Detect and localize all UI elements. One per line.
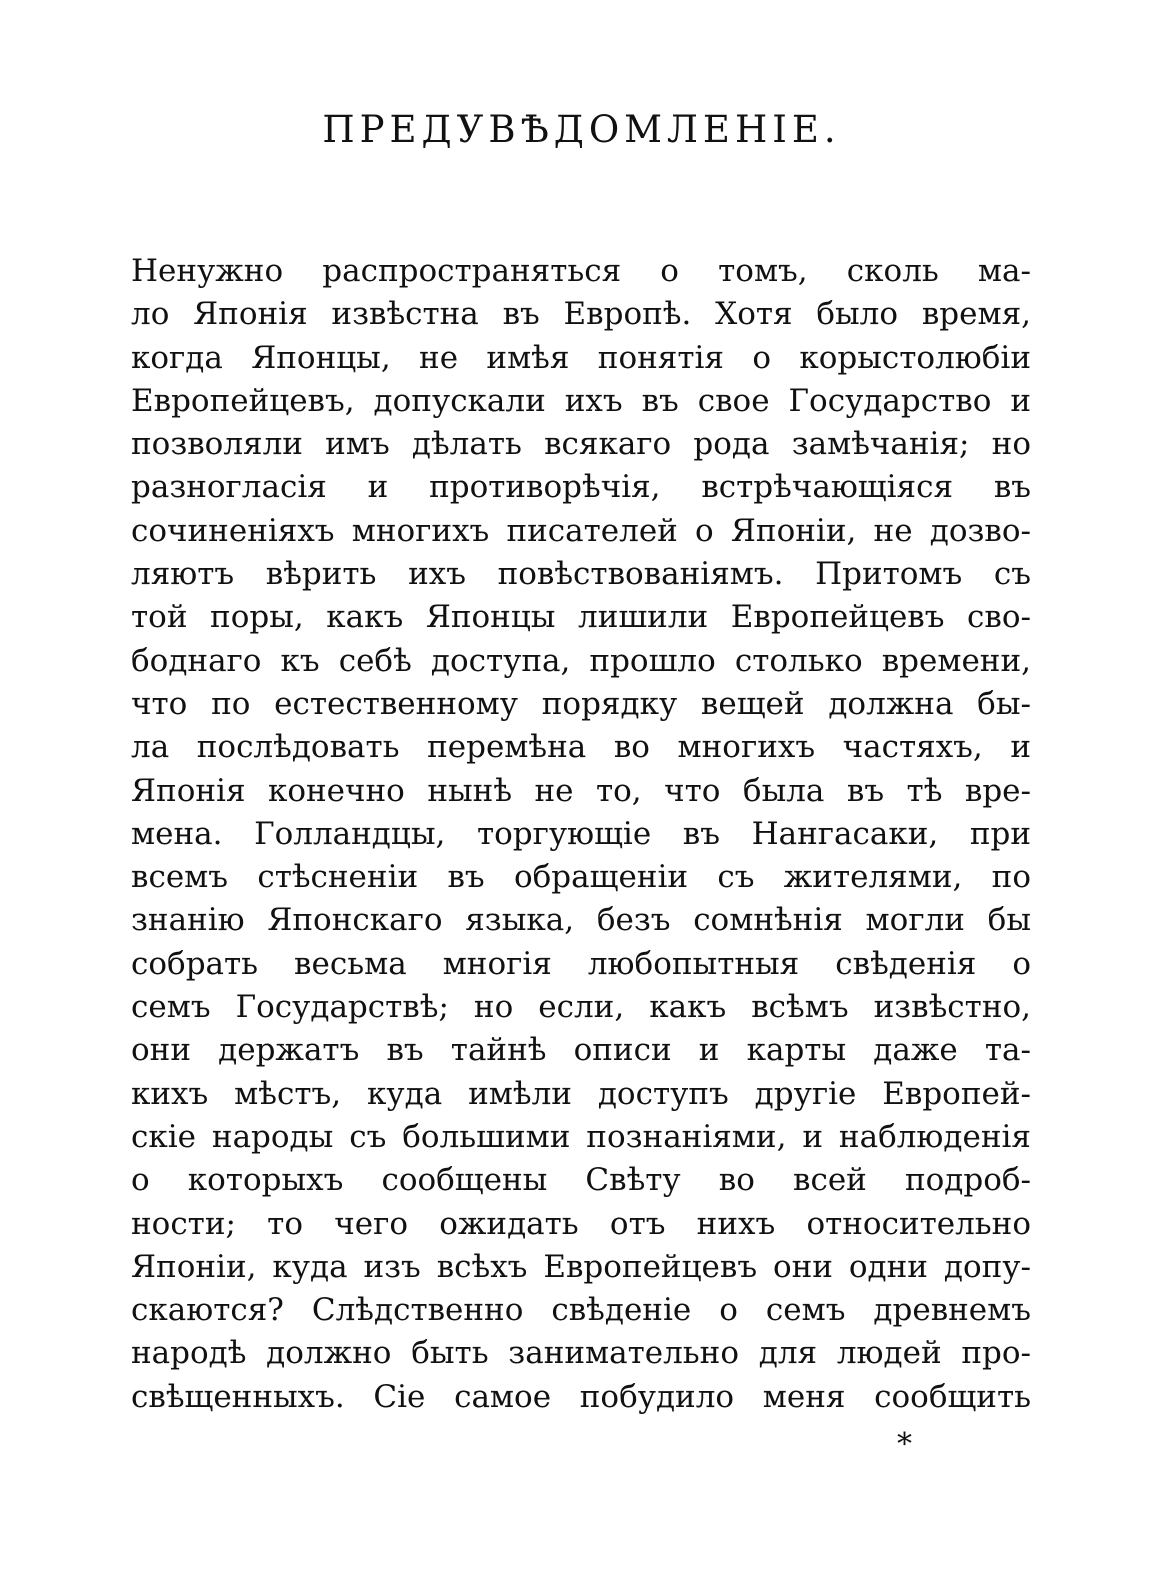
text-line: о которыхъ сообщены Свѣту во всей подроб- bbox=[131, 1162, 1031, 1199]
footnote-mark: * bbox=[897, 1427, 912, 1462]
text-line: свѣщенныхъ. Сіе самое побудило меня сообщить bbox=[131, 1378, 1031, 1415]
text-line: мена. Голландцы, торгующіе въ Нангасаки, при bbox=[131, 815, 1031, 852]
text-line: Европейцевъ, допускали ихъ въ свое Государство и bbox=[131, 382, 1031, 419]
text-line: они держатъ въ тайнѣ описи и карты даже та- bbox=[131, 1032, 1031, 1069]
text-line: кихъ мѣстъ, куда имѣли доступъ другіе Европей- bbox=[131, 1075, 1031, 1112]
page-title: ПРЕДУВѢДОМЛЕНІЕ. bbox=[322, 108, 841, 151]
text-line: знанію Японскаго языка, безъ сомнѣнія могли бы bbox=[131, 902, 1031, 939]
text-line: сочиненіяхъ многихъ писателей о Японіи, не дозво- bbox=[131, 512, 1031, 549]
text-line: семъ Государствѣ; но если, какъ всѣмъ извѣстно, bbox=[131, 989, 1031, 1026]
text-line: Японіи, куда изъ всѣхъ Европейцевъ они одни допу- bbox=[131, 1248, 1031, 1285]
text-line: разногласія и противорѣчія, встрѣчающіяся въ bbox=[131, 469, 1031, 506]
text-line: ности; то чего ожидать отъ нихъ относительно bbox=[131, 1205, 1031, 1242]
text-line: собрать весьма многія любопытныя свѣденія о bbox=[131, 945, 1031, 982]
body-text bbox=[131, 250, 1031, 1419]
text-line: скіе народы съ большими познаніями, и наблюденія bbox=[131, 1118, 1031, 1155]
text-line: той поры, какъ Японцы лишили Европейцевъ сво- bbox=[131, 599, 1031, 636]
text-line: всемъ стѣсненіи въ обращеніи съ жителями, по bbox=[131, 859, 1031, 896]
text-line: боднаго къ себѣ доступа, прошло столько времени, bbox=[131, 642, 1031, 679]
text-line: народѣ должно быть занимательно для людей про- bbox=[131, 1335, 1031, 1372]
text-line: ляютъ вѣрить ихъ повѣствованіямъ. Притомъ съ bbox=[131, 556, 1031, 593]
text-line: ло Японія извѣстна въ Европѣ. Хотя было время, bbox=[131, 296, 1031, 333]
text-line: Ненужно распространяться о томъ, сколь ма- bbox=[131, 253, 1031, 289]
text-line: ла послѣдовать перемѣна во многихъ частяхъ, и bbox=[131, 729, 1031, 766]
text-line: что по естественному порядку вещей должна бы- bbox=[131, 685, 1031, 722]
text-line: когда Японцы, не имѣя понятія о корыстолюбіи bbox=[131, 339, 1031, 376]
text-line: скаются? Слѣдственно свѣденіе о семъ древнемъ bbox=[131, 1292, 1031, 1329]
text-line: позволяли имъ дѣлать всякаго рода замѣчанія; но bbox=[131, 426, 1031, 463]
text-line: Японія конечно нынѣ не то, что была въ тѣ вре- bbox=[131, 772, 1031, 809]
